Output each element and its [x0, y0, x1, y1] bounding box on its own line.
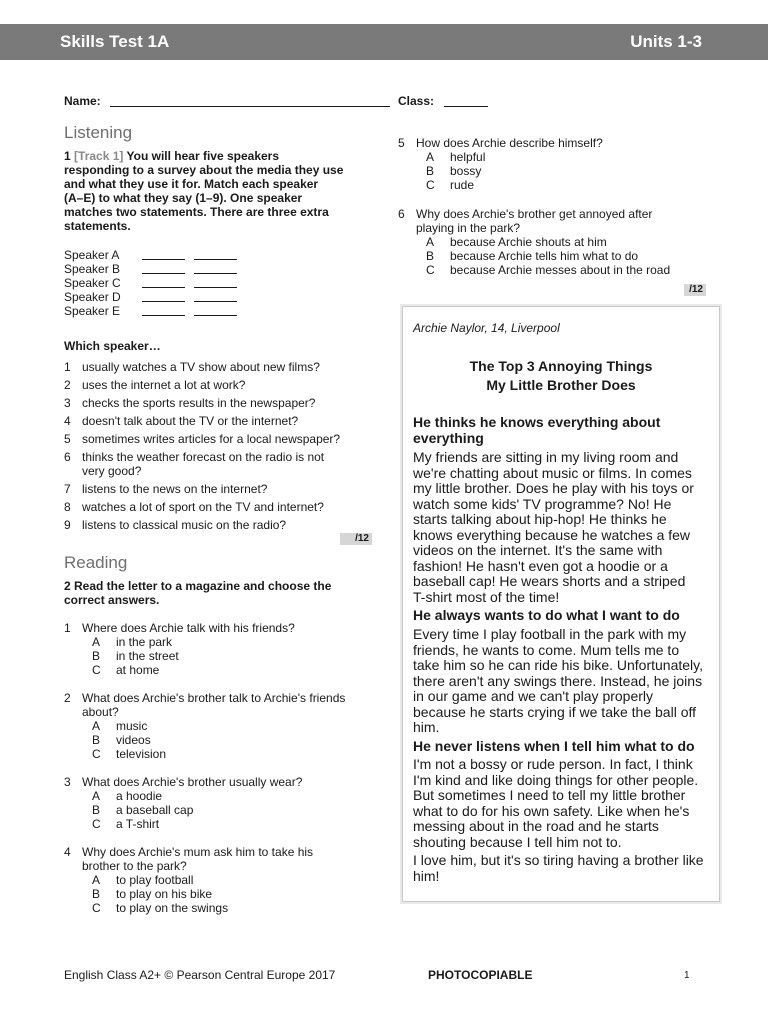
answer-blank[interactable]: [142, 301, 185, 302]
item-number: 8: [64, 500, 71, 514]
option-letter: C: [92, 817, 101, 831]
question-line: playing in the park?: [416, 221, 521, 235]
answer-blank[interactable]: [194, 301, 237, 302]
reading-question: [64, 621, 374, 677]
letter-paragraph-4: [413, 853, 717, 884]
test-title: Skills Test 1A: [60, 32, 170, 51]
answer-option[interactable]: [92, 649, 352, 663]
question-text: [82, 621, 295, 635]
item-number: 4: [64, 414, 71, 428]
answer-blank[interactable]: [194, 315, 237, 316]
instruction-line: correct answers.: [64, 593, 160, 607]
letter-line: him!: [413, 867, 440, 884]
answer-blank[interactable]: [194, 259, 237, 260]
answer-blank[interactable]: [194, 287, 237, 288]
name-label: Name:: [64, 94, 101, 108]
speaker-label: Speaker E: [64, 304, 121, 318]
footer-page-number: 1: [684, 970, 690, 981]
name-field[interactable]: [110, 106, 390, 107]
letter-line: He thinks he knows everything about: [413, 414, 661, 430]
units-label: Units 1-3: [630, 32, 702, 51]
answer-option[interactable]: [92, 817, 352, 831]
letter-paragraph-2: [413, 627, 717, 736]
letter-line: we're chatting about music or films. In comes: [413, 464, 692, 481]
answer-option[interactable]: [92, 663, 352, 677]
reading-instructions: [64, 579, 384, 607]
question-number: 1: [64, 621, 71, 635]
speaker-row: [64, 290, 244, 304]
answer-blank[interactable]: [142, 315, 185, 316]
option-letter: A: [92, 873, 101, 887]
letter-line: I love him, but it's so tiring having a brother like: [413, 852, 704, 868]
letter-line: knows everything because he watches a few: [413, 526, 691, 543]
question-text: [82, 845, 313, 873]
reading-question: [398, 136, 708, 192]
option-text: to play on his bike: [116, 887, 213, 901]
option-letter: B: [92, 887, 101, 901]
track-label: [Track 1]: [74, 149, 124, 163]
item-line: watches a lot of sport on the TV and internet?: [82, 500, 324, 514]
option-letter: B: [92, 733, 101, 747]
question-line: What does Archie's brother usually wear?: [82, 775, 303, 789]
item-number: 2: [64, 378, 71, 392]
option-text: in the park: [116, 635, 173, 649]
option-text: music: [116, 719, 148, 733]
option-text: at home: [116, 663, 160, 677]
speaker-label: Speaker A: [64, 248, 120, 262]
option-letter: C: [92, 747, 101, 761]
item-line: checks the sports results in the newspaper?: [82, 396, 316, 410]
answer-blank[interactable]: [142, 259, 185, 260]
item-text: [82, 500, 324, 514]
question-line: about?: [82, 705, 119, 719]
answer-blank[interactable]: [142, 287, 185, 288]
instruction-text: matches two statements. There are three extra: [64, 205, 329, 219]
answer-option[interactable]: [92, 873, 352, 887]
item-text: [82, 518, 286, 532]
instruction-line: [64, 163, 384, 177]
item-text: [82, 396, 315, 410]
instruction-text: and what they use it for. Match each speaker: [64, 177, 319, 191]
answer-blank[interactable]: [142, 273, 185, 274]
option-letter: A: [92, 789, 101, 803]
question-text: [82, 691, 345, 719]
listening-title: Listening: [64, 123, 133, 142]
option-letter: C: [92, 663, 101, 677]
letter-line: shouting because I tell him not to.: [413, 833, 622, 850]
speaker-label: Speaker B: [64, 262, 121, 276]
page-header: [0, 24, 768, 60]
option-text: rude: [450, 178, 475, 192]
question-number: 6: [398, 207, 405, 221]
option-text: to play football: [116, 873, 194, 887]
letter-line: messing about in the road and he starts: [413, 818, 659, 834]
question-line: What does Archie's brother talk to Archie's friends: [82, 691, 346, 705]
item-number: 3: [64, 396, 71, 410]
footer-copyright: English Class A2+ © Pearson Central Europe 2017: [64, 968, 336, 982]
letter-line: My Little Brother Does: [486, 377, 636, 393]
reading-title: Reading: [64, 553, 128, 572]
item-line: listens to classical music on the radio?: [82, 518, 287, 532]
question-text: [416, 136, 603, 150]
letter-line: Every time I play football in the park with my: [413, 626, 687, 642]
option-text: to play on the swings: [116, 901, 229, 915]
question-line: brother to the park?: [82, 859, 187, 873]
answer-option[interactable]: [92, 635, 352, 649]
answer-option[interactable]: [92, 789, 352, 803]
item-line: very good?: [82, 464, 142, 478]
speaker-label: Speaker C: [64, 276, 121, 290]
item-number: 6: [64, 450, 71, 464]
question-line: How does Archie describe himself?: [416, 136, 603, 150]
statement-item: [64, 500, 364, 514]
letter-byline: Archie Naylor, 14, Liverpool: [413, 321, 560, 335]
letter-line: But sometimes I need to tell my little brother: [413, 787, 686, 803]
letter-line: take him so he can ride his bike. Unfortunately,: [413, 657, 704, 673]
item-text: [82, 482, 267, 496]
statement-item: [64, 482, 364, 496]
answer-option[interactable]: [426, 249, 686, 263]
option-text: a baseball cap: [116, 803, 194, 817]
instruction-line: 2 Read the letter to a magazine and choose the: [64, 579, 332, 593]
answer-option[interactable]: [426, 164, 686, 178]
statement-item: [64, 360, 364, 374]
question-text: [82, 775, 302, 789]
option-text: because Archie shouts at him: [450, 235, 607, 249]
letter-line: T-shirt most of the time!: [413, 588, 560, 605]
answer-option[interactable]: [92, 719, 352, 733]
option-letter: B: [426, 164, 435, 178]
letter-line: everything: [413, 430, 484, 446]
speaker-row: [64, 262, 244, 276]
letter-line: My friends are sitting in my living room and: [413, 449, 679, 465]
answer-option[interactable]: [92, 887, 352, 901]
statement-item: [64, 518, 364, 532]
letter-heading-1: [413, 414, 717, 446]
letter-paragraph-1: [413, 450, 717, 605]
answer-option[interactable]: [426, 235, 686, 249]
option-letter: A: [92, 635, 101, 649]
answer-option[interactable]: [426, 263, 686, 277]
instruction-line: [64, 149, 384, 163]
speaker-label: Speaker D: [64, 290, 121, 304]
option-text: because Archie tells him what to do: [450, 249, 639, 263]
speaker-row: [64, 276, 244, 290]
instruction-text: (A–E) to what they say (1–9). One speaker: [64, 191, 303, 205]
speaker-row: [64, 248, 244, 262]
item-text: [82, 378, 245, 392]
reading-question: [64, 691, 374, 761]
option-text: helpful: [450, 150, 486, 164]
option-letter: C: [92, 901, 101, 915]
letter-line: because he starts crying if we take the ball off: [413, 703, 697, 720]
option-text: a T-shirt: [116, 817, 160, 831]
question-line: Where does Archie talk with his friends?: [82, 621, 295, 635]
item-text: [82, 360, 320, 374]
item-line: thinks the weather forecast on the radio is not: [82, 450, 325, 464]
instruction-text: responding to a survey about the media they use: [64, 163, 344, 177]
answer-option[interactable]: [92, 733, 352, 747]
option-letter: A: [426, 235, 435, 249]
question-number: 3: [64, 775, 71, 789]
item-line: usually watches a TV show about new films?: [82, 360, 320, 374]
letter-line: videos on the internet. It's the same with: [413, 542, 663, 558]
answer-blank[interactable]: [194, 273, 237, 274]
instruction-text: statements.: [64, 219, 131, 233]
item-number: 7: [64, 482, 71, 496]
letter-heading-2: He always wants to do what I want to do: [413, 607, 680, 623]
letter-line: starts talking about hip-hop! He thinks he: [413, 511, 667, 527]
answer-option[interactable]: [426, 150, 686, 164]
item-line: listens to the news on the internet?: [82, 482, 268, 496]
class-label: Class:: [398, 94, 435, 108]
statement-item: [64, 414, 364, 428]
which-speaker-label: Which speaker…: [64, 339, 161, 353]
letter-box: [402, 306, 720, 902]
letter-heading-3: He never listens when I tell him what to do: [413, 738, 695, 754]
class-field[interactable]: [444, 106, 488, 107]
letter-line: him.: [413, 719, 440, 735]
letter-line: The Top 3 Annoying Things: [469, 358, 653, 374]
instruction-text: You will hear five speakers: [126, 149, 280, 163]
letter-line: in our game and we can't play properly: [413, 688, 654, 704]
item-number: 1: [64, 360, 71, 374]
option-letter: A: [426, 150, 435, 164]
letter-line: I'm not a bossy or rude person. In fact, I think: [413, 756, 693, 772]
question-line: Why does Archie's mum ask him to take his: [82, 845, 314, 859]
option-text: videos: [116, 733, 151, 747]
item-line: uses the internet a lot at work?: [82, 378, 246, 392]
option-letter: B: [92, 649, 101, 663]
option-letter: B: [426, 249, 435, 263]
option-letter: B: [92, 803, 101, 817]
item-line: doesn't talk about the TV or the internet?: [82, 414, 299, 428]
exercise-number: 1: [64, 149, 71, 163]
option-letter: A: [92, 719, 101, 733]
instruction-line: [64, 191, 384, 205]
option-text: a hoodie: [116, 789, 163, 803]
instruction-line: [64, 177, 384, 191]
letter-title: [403, 357, 719, 395]
speaker-row: [64, 304, 244, 318]
option-text: television: [116, 747, 167, 761]
question-text: [416, 207, 652, 235]
letter-line: friends, he wants to come. Mum tells me to: [413, 641, 680, 658]
reading-question: [64, 845, 374, 915]
letter-line: my little brother. Does he play with his toys or: [413, 480, 694, 496]
name-class-row: [64, 94, 704, 110]
letter-line: I'm kind and like doing things for other people.: [413, 771, 699, 788]
reading-question: [64, 775, 374, 831]
letter-paragraph-3: [413, 757, 717, 850]
option-letter: C: [426, 263, 435, 277]
option-text: bossy: [450, 164, 482, 178]
item-text: [82, 432, 340, 446]
question-number: 2: [64, 691, 71, 705]
option-text: in the street: [116, 649, 179, 663]
instruction-line: [64, 205, 384, 219]
item-number: 9: [64, 518, 71, 532]
question-number: 4: [64, 845, 71, 859]
letter-line: what to do for his own safety. Like when he's: [413, 802, 690, 819]
reading-question: [398, 207, 708, 277]
answer-option[interactable]: [92, 803, 352, 817]
question-number: 5: [398, 136, 405, 150]
statement-item: [64, 450, 364, 478]
instruction-line: [64, 219, 384, 233]
letter-line: there aren't any swings there. Instead, he joins: [413, 672, 703, 689]
answer-option[interactable]: [426, 178, 686, 192]
letter-line: watch some kids' TV programme? No! He: [413, 495, 672, 512]
answer-option[interactable]: [92, 747, 352, 761]
listening-instructions: [64, 149, 384, 233]
item-number: 5: [64, 432, 71, 446]
reading-score: /12: [684, 284, 706, 296]
option-letter: C: [426, 178, 435, 192]
item-line: sometimes writes articles for a local newspaper?: [82, 432, 341, 446]
letter-line: fashion! He hasn't even got a hoodie or a: [413, 557, 668, 574]
statement-item: [64, 396, 364, 410]
option-text: because Archie messes about in the road: [450, 263, 671, 277]
answer-option[interactable]: [92, 901, 352, 915]
item-text: [82, 450, 324, 478]
item-text: [82, 414, 298, 428]
listening-score: /12: [340, 533, 372, 545]
question-line: Why does Archie's brother get annoyed after: [416, 207, 653, 221]
footer-photocopiable: PHOTOCOPIABLE: [428, 968, 533, 982]
letter-line: baseball cap! He wears shorts and a striped: [413, 573, 686, 589]
statement-item: [64, 378, 364, 392]
statement-item: [64, 432, 364, 446]
